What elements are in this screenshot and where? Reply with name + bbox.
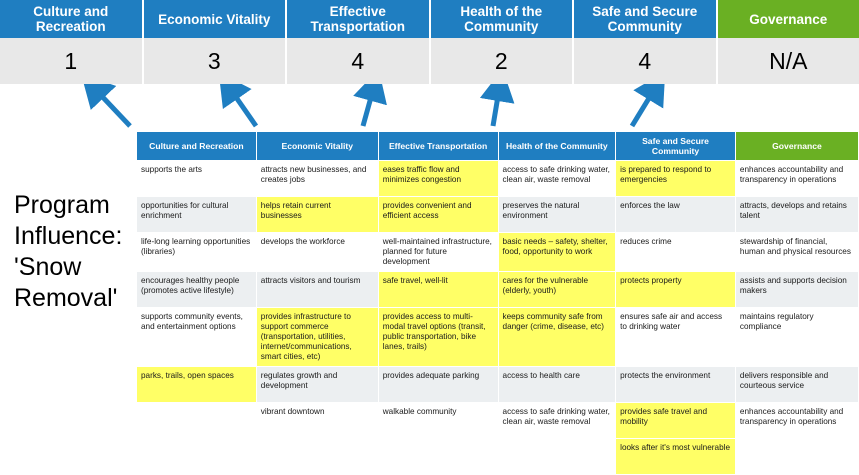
scorecard-header-safe-and-secure-community: Safe and Secure Community	[574, 0, 718, 38]
table-row	[137, 439, 859, 475]
matrix-cell: helps retain current businesses	[256, 197, 378, 233]
matrix-col-health-of-the-community: Health of the Community	[498, 132, 616, 161]
matrix-cell: protects the environment	[616, 367, 736, 403]
matrix-cell: supports community events, and entertainment options	[137, 308, 257, 367]
scorecard-score-row	[0, 38, 859, 84]
matrix-col-economic-vitality: Economic Vitality	[256, 132, 378, 161]
caption-line-1: Program	[14, 190, 132, 221]
matrix-cell: keeps community safe from danger (crime, disease, etc)	[498, 308, 616, 367]
matrix-cell: provides convenient and efficient access	[378, 197, 498, 233]
matrix-cell: supports the arts	[137, 161, 257, 197]
matrix-cell: is prepared to respond to emergencies	[616, 161, 736, 197]
outcomes-matrix-table	[136, 131, 859, 475]
matrix-cell: parks, trails, open spaces	[137, 367, 257, 403]
matrix-cell: basic needs – safety, shelter, food, opportunity to work	[498, 233, 616, 272]
matrix-header-row	[137, 132, 859, 161]
caption-line-3: 'Snow	[14, 252, 132, 283]
upward-arrow-1	[96, 90, 130, 126]
matrix-cell: life-long learning opportunities (libraries)	[137, 233, 257, 272]
upward-arrow-3	[363, 90, 373, 126]
matrix-cell: access to safe drinking water, clean air, waste removal	[498, 161, 616, 197]
score-culture-and-recreation: 1	[0, 38, 144, 84]
matrix-cell: provides adequate parking	[378, 367, 498, 403]
table-row	[137, 272, 859, 308]
caption-line-2: Influence:	[14, 221, 132, 252]
matrix-cell: eases traffic flow and minimizes congestion	[378, 161, 498, 197]
matrix-cell: enhances accountability and transparency in operations	[735, 403, 858, 439]
matrix-col-governance: Governance	[735, 132, 858, 161]
matrix-cell: access to safe drinking water, clean air, waste removal	[498, 403, 616, 439]
matrix-cell: vibrant downtown	[256, 403, 378, 439]
score-governance: N/A	[718, 38, 859, 84]
matrix-col-safe-and-secure-community: Safe and Secure Community	[616, 132, 736, 161]
matrix-cell: enhances accountability and transparency in operations	[735, 161, 858, 197]
scorecard-header-health-of-the-community: Health of the Community	[431, 0, 575, 38]
matrix-cell: attracts new businesses, and creates jobs	[256, 161, 378, 197]
matrix-cell: provides access to multi-modal travel options (transit, public transportation, bike lanes, trails)	[378, 308, 498, 367]
matrix-cell: encourages healthy people (promotes active lifestyle)	[137, 272, 257, 308]
matrix-body	[137, 161, 859, 475]
program-influence-caption	[14, 190, 132, 314]
matrix-cell: delivers responsible and courteous service	[735, 367, 858, 403]
scorecard-header-governance: Governance	[718, 0, 859, 38]
scorecard-header-culture-and-recreation: Culture and Recreation	[0, 0, 144, 38]
matrix-cell: regulates growth and development	[256, 367, 378, 403]
caption-line-4: Removal'	[14, 283, 132, 314]
matrix-cell: access to health care	[498, 367, 616, 403]
scorecard-header-effective-transportation: Effective Transportation	[287, 0, 431, 38]
table-row	[137, 367, 859, 403]
matrix-cell: ensures safe air and access to drinking water	[616, 308, 736, 367]
matrix-cell: develops the workforce	[256, 233, 378, 272]
matrix-cell	[137, 439, 257, 475]
matrix-cell: maintains regulatory compliance	[735, 308, 858, 367]
scorecard-header-economic-vitality: Economic Vitality	[144, 0, 288, 38]
scorecard-header-row	[0, 0, 859, 38]
table-row	[137, 197, 859, 233]
matrix-col-effective-transportation: Effective Transportation	[378, 132, 498, 161]
score-health-of-the-community: 2	[431, 38, 575, 84]
score-economic-vitality: 3	[144, 38, 288, 84]
matrix-cell	[498, 439, 616, 475]
matrix-cell	[137, 403, 257, 439]
matrix-cell: preserves the natural environment	[498, 197, 616, 233]
matrix-cell: looks after it's most vulnerable	[616, 439, 736, 475]
table-row	[137, 233, 859, 272]
matrix-cell: well-maintained infrastructure, planned for future development	[378, 233, 498, 272]
table-row	[137, 161, 859, 197]
matrix-cell	[378, 439, 498, 475]
upward-arrow-4	[493, 90, 499, 126]
matrix-cell	[735, 439, 858, 475]
matrix-cell: stewardship of financial, human and physical resources	[735, 233, 858, 272]
matrix-cell: assists and supports decision makers	[735, 272, 858, 308]
matrix-cell: attracts visitors and tourism	[256, 272, 378, 308]
matrix-cell: reduces crime	[616, 233, 736, 272]
matrix-col-culture-and-recreation: Culture and Recreation	[137, 132, 257, 161]
score-effective-transportation: 4	[287, 38, 431, 84]
scorecard-band	[0, 0, 859, 86]
matrix-cell: safe travel, well-lit	[378, 272, 498, 308]
upward-arrow-5	[632, 90, 654, 126]
table-row	[137, 403, 859, 439]
matrix-cell: provides safe travel and mobility	[616, 403, 736, 439]
matrix-cell	[256, 439, 378, 475]
matrix-cell: walkable community	[378, 403, 498, 439]
matrix-cell: enforces the law	[616, 197, 736, 233]
matrix-cell: provides infrastructure to support commerce (transportation, utilities, internet/communications, smart cities, etc)	[256, 308, 378, 367]
outcomes-matrix	[136, 131, 859, 475]
table-row	[137, 308, 859, 367]
matrix-cell: cares for the vulnerable (elderly, youth)	[498, 272, 616, 308]
score-safe-and-secure-community: 4	[574, 38, 718, 84]
matrix-cell: protects property	[616, 272, 736, 308]
matrix-cell: opportunities for cultural enrichment	[137, 197, 257, 233]
arrow-group	[0, 84, 859, 132]
matrix-cell: attracts, develops and retains talent	[735, 197, 858, 233]
upward-arrow-2	[231, 90, 256, 126]
